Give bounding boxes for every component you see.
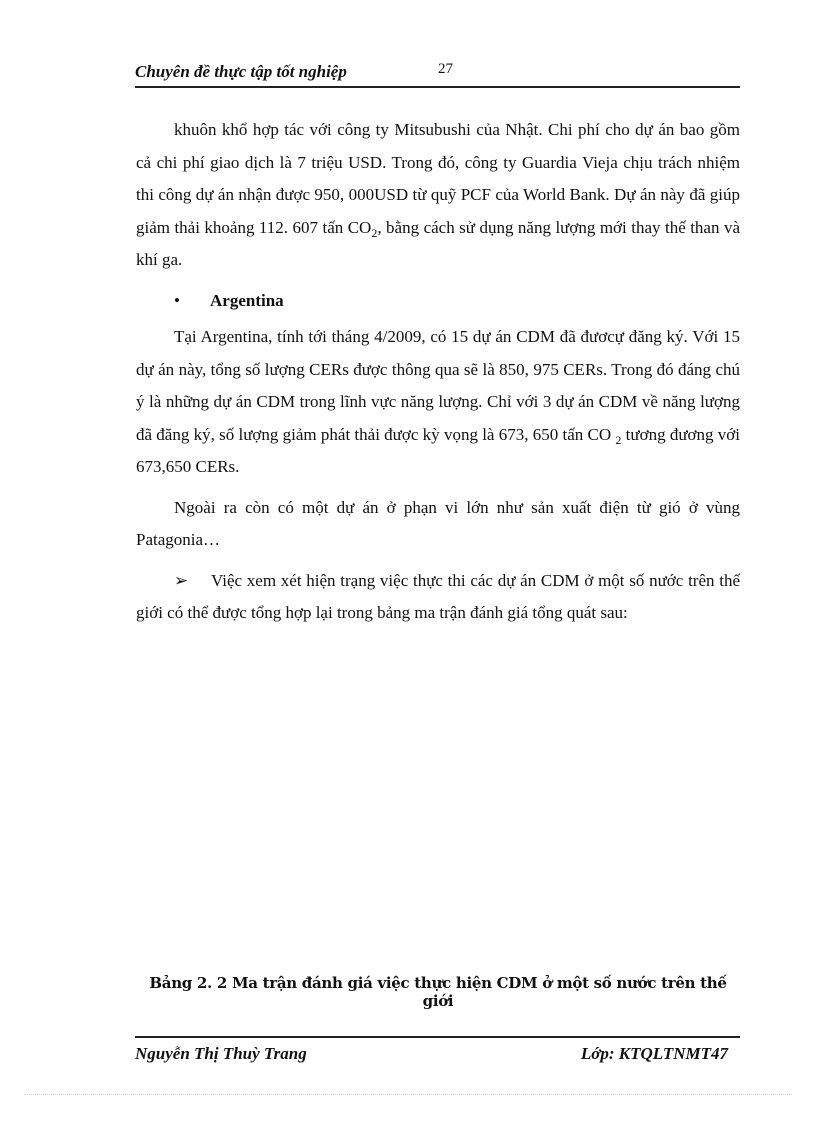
paragraph-text: Tại Argentina, tính tới tháng 4/2009, có 15 dự án CDM đã đươcự đăng ký. Với 15 dự án này, tổng số lượng CERs được thông qua sẽ là 850, 975 CERs. Trong đó đáng chú ý là những dự án CDM trong lĩnh vực năng lượng. Chỉ với 3 dự án CDM về năng lượng đã đăng ký, số lượng giảm phát thải được kỳ vọng là 673, 650 tấn CO	[136, 327, 740, 444]
subscript-2: 2	[615, 432, 622, 447]
paragraph-text: khuôn khổ hợp tác với công ty Mitsubushi của Nhật. Chi phí cho dự án bao gồm cả chi phí giao dịch là 7 triệu USD. Trong đó, công ty Guardia Vieja chịu trách nhiệm thi công dự án nhận được 950, 000USD từ quỹ PCF của World Bank. Dự án này đã giúp giảm thải khoảng 112. 607 tấn CO	[136, 120, 740, 237]
footer-class: Lớp: KTQLTNMT47	[580, 1044, 728, 1063]
bullet-argentina	[136, 285, 740, 318]
paragraph-text: tương đương với 673,650 CERs.	[136, 424, 741, 476]
footer-author: Nguyễn Thị Thuỳ Trang	[135, 1044, 307, 1063]
paragraph-argentina	[136, 321, 740, 484]
section-heading-argentina: Argentina	[210, 290, 284, 310]
paragraph-text: , bằng cách sử dụng năng lượng mới thay thế than và khí ga.	[136, 217, 740, 269]
page-body	[136, 114, 740, 638]
page-number: 27	[438, 61, 453, 77]
bullet-icon: •	[174, 290, 180, 310]
page-bottom-divider	[24, 1094, 792, 1095]
arrow-bullet-icon: ➢	[174, 570, 189, 590]
paragraph-text: Việc xem xét hiện trạng việc thực thi các dự án CDM ở một số nước trên thế giới có thể được tổng hợp lại trong bảng ma trận đánh giá tổng quát sau:	[136, 570, 740, 622]
paragraph-chile-project	[136, 114, 740, 277]
paragraph-patagonia: Ngoài ra còn có một dự án ở phạn vi lớn như sản xuất điện từ gió ở vùng Patagonia…	[136, 497, 740, 549]
page-footer	[135, 1036, 740, 1068]
table-caption: Bảng 2. 2 Ma trận đánh giá việc thực hiện CDM ở một số nước trên thế giới	[149, 974, 727, 1010]
paragraph-summary	[136, 565, 740, 630]
page-header	[135, 58, 740, 88]
header-title: Chuyên đề thực tập tốt nghiệp	[135, 62, 347, 81]
subscript-2: 2	[371, 225, 378, 240]
